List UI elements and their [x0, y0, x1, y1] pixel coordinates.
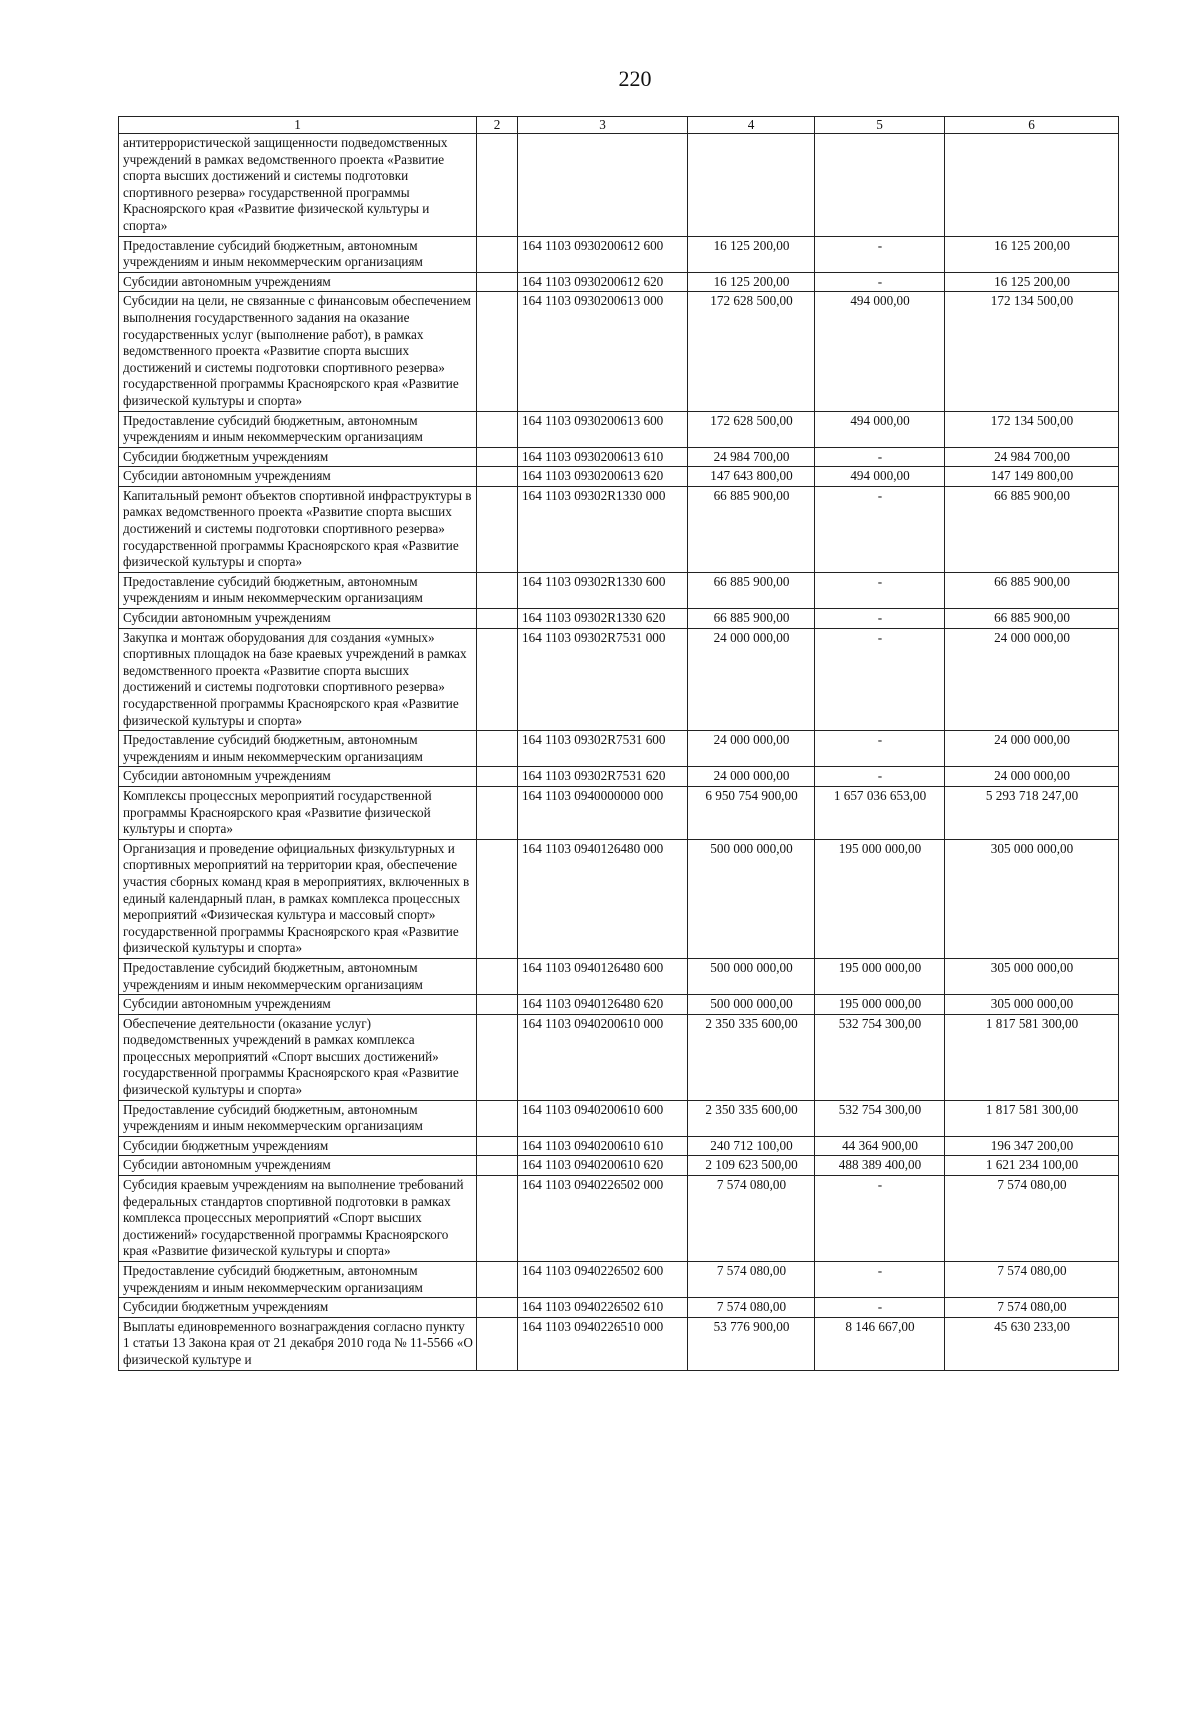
- row-code-cell: 164 1103 0940126480 620: [518, 995, 688, 1015]
- row-amount-cell: 24 984 700,00: [688, 447, 815, 467]
- table-row: [119, 467, 1119, 487]
- row-amount-cell: 7 574 080,00: [688, 1176, 815, 1262]
- row-col2-cell: [477, 767, 518, 787]
- table-row: [119, 731, 1119, 767]
- row-change-cell: 494 000,00: [815, 467, 945, 487]
- row-amount-cell: 66 885 900,00: [688, 572, 815, 608]
- row-name-cell: Субсидии бюджетным учреждениям: [119, 1136, 477, 1156]
- row-total-cell: 7 574 080,00: [945, 1176, 1119, 1262]
- row-name-cell: Субсидии бюджетным учреждениям: [119, 1298, 477, 1318]
- row-name-cell: антитеррористической защищенности подведомственных учреждений в рамках ведомственного проекта «Развитие спорта высших достижений и системы подготовки спортивного резерва» государственной программы Красноярского края «Развитие физической культуры и спорта»: [119, 134, 477, 237]
- row-name-cell: Субсидии автономным учреждениям: [119, 272, 477, 292]
- row-total-cell: 24 000 000,00: [945, 767, 1119, 787]
- row-code-cell: 164 1103 0940226510 000: [518, 1317, 688, 1370]
- table-row: [119, 447, 1119, 467]
- row-amount-cell: 66 885 900,00: [688, 486, 815, 572]
- row-change-cell: 488 389 400,00: [815, 1156, 945, 1176]
- row-name-cell: Субсидии автономным учреждениям: [119, 1156, 477, 1176]
- row-col2-cell: [477, 572, 518, 608]
- row-amount-cell: 500 000 000,00: [688, 839, 815, 958]
- row-total-cell: 24 000 000,00: [945, 731, 1119, 767]
- table-row: [119, 628, 1119, 731]
- row-amount-cell: 16 125 200,00: [688, 272, 815, 292]
- row-amount-cell: 500 000 000,00: [688, 995, 815, 1015]
- row-total-cell: 147 149 800,00: [945, 467, 1119, 487]
- row-col2-cell: [477, 467, 518, 487]
- row-total-cell: 305 000 000,00: [945, 995, 1119, 1015]
- row-change-cell: 494 000,00: [815, 292, 945, 411]
- row-code-cell: 164 1103 09302R7531 600: [518, 731, 688, 767]
- row-code-cell: [518, 134, 688, 237]
- table-row: [119, 1317, 1119, 1370]
- row-amount-cell: 240 712 100,00: [688, 1136, 815, 1156]
- row-code-cell: 164 1103 09302R1330 000: [518, 486, 688, 572]
- row-code-cell: 164 1103 09302R1330 600: [518, 572, 688, 608]
- row-total-cell: 1 621 234 100,00: [945, 1156, 1119, 1176]
- row-name-cell: Предоставление субсидий бюджетным, автономным учреждениям и иным некоммерческим организациям: [119, 572, 477, 608]
- row-name-cell: Предоставление субсидий бюджетным, автономным учреждениям и иным некоммерческим организациям: [119, 1262, 477, 1298]
- row-code-cell: 164 1103 0930200613 000: [518, 292, 688, 411]
- column-header-3: 3: [518, 117, 688, 134]
- table-row: [119, 1100, 1119, 1136]
- row-code-cell: 164 1103 09302R7531 000: [518, 628, 688, 731]
- column-header-6: 6: [945, 117, 1119, 134]
- row-name-cell: Предоставление субсидий бюджетным, автономным учреждениям и иным некоммерческим организациям: [119, 411, 477, 447]
- row-amount-cell: 500 000 000,00: [688, 958, 815, 994]
- row-name-cell: Предоставление субсидий бюджетным, автономным учреждениям и иным некоммерческим организациям: [119, 958, 477, 994]
- row-total-cell: 1 817 581 300,00: [945, 1014, 1119, 1100]
- row-name-cell: Комплексы процессных мероприятий государственной программы Красноярского края «Развитие физической культуры и спорта»: [119, 786, 477, 839]
- column-header-2: 2: [477, 117, 518, 134]
- row-name-cell: Субсидии автономным учреждениям: [119, 995, 477, 1015]
- row-code-cell: 164 1103 0930200612 620: [518, 272, 688, 292]
- row-change-cell: 1 657 036 653,00: [815, 786, 945, 839]
- row-total-cell: 16 125 200,00: [945, 236, 1119, 272]
- row-col2-cell: [477, 236, 518, 272]
- table-row: [119, 786, 1119, 839]
- row-amount-cell: 172 628 500,00: [688, 411, 815, 447]
- row-name-cell: Субсидии бюджетным учреждениям: [119, 447, 477, 467]
- row-change-cell: -: [815, 1262, 945, 1298]
- row-col2-cell: [477, 1176, 518, 1262]
- column-header-4: 4: [688, 117, 815, 134]
- row-col2-cell: [477, 447, 518, 467]
- table-row: [119, 1136, 1119, 1156]
- row-col2-cell: [477, 486, 518, 572]
- row-change-cell: -: [815, 572, 945, 608]
- row-code-cell: 164 1103 0940000000 000: [518, 786, 688, 839]
- table-row: [119, 572, 1119, 608]
- table-row: [119, 134, 1119, 237]
- row-code-cell: 164 1103 0930200612 600: [518, 236, 688, 272]
- row-name-cell: Организация и проведение официальных физкультурных и спортивных мероприятий на территории края, обеспечение участия сборных команд края в мероприятиях, включенных в единый календарный план, в рамках комплекса процессных мероприятий «Физическая культура и массовый спорт» государственной программы Красноярского края «Развитие физической культуры и спорта»: [119, 839, 477, 958]
- row-code-cell: 164 1103 0940226502 000: [518, 1176, 688, 1262]
- row-amount-cell: 6 950 754 900,00: [688, 786, 815, 839]
- table-body: [119, 134, 1119, 1371]
- table-row: [119, 411, 1119, 447]
- row-change-cell: -: [815, 1298, 945, 1318]
- row-col2-cell: [477, 1317, 518, 1370]
- row-col2-cell: [477, 786, 518, 839]
- row-change-cell: 44 364 900,00: [815, 1136, 945, 1156]
- table-row: [119, 1176, 1119, 1262]
- row-change-cell: 532 754 300,00: [815, 1014, 945, 1100]
- row-name-cell: Закупка и монтаж оборудования для создания «умных» спортивных площадок на базе краевых учреждений в рамках ведомственного проекта «Развитие спорта высших достижений и системы подготовки спортивного резерва» государственной программы Красноярского края «Развитие физической культуры и спорта»: [119, 628, 477, 731]
- table-row: [119, 272, 1119, 292]
- row-code-cell: 164 1103 0940126480 600: [518, 958, 688, 994]
- row-total-cell: 66 885 900,00: [945, 486, 1119, 572]
- row-change-cell: -: [815, 272, 945, 292]
- row-amount-cell: 147 643 800,00: [688, 467, 815, 487]
- row-total-cell: 16 125 200,00: [945, 272, 1119, 292]
- row-amount-cell: 53 776 900,00: [688, 1317, 815, 1370]
- row-total-cell: 24 984 700,00: [945, 447, 1119, 467]
- row-total-cell: 305 000 000,00: [945, 958, 1119, 994]
- row-change-cell: 195 000 000,00: [815, 958, 945, 994]
- row-total-cell: 7 574 080,00: [945, 1298, 1119, 1318]
- row-total-cell: 5 293 718 247,00: [945, 786, 1119, 839]
- row-col2-cell: [477, 995, 518, 1015]
- row-col2-cell: [477, 609, 518, 629]
- row-total-cell: 305 000 000,00: [945, 839, 1119, 958]
- row-code-cell: 164 1103 0940200610 600: [518, 1100, 688, 1136]
- row-total-cell: 172 134 500,00: [945, 411, 1119, 447]
- row-change-cell: -: [815, 609, 945, 629]
- row-name-cell: Выплаты единовременного вознаграждения согласно пункту 1 статьи 13 Закона края от 21 декабря 2010 года № 11-5566 «О физической культуре и: [119, 1317, 477, 1370]
- row-amount-cell: 172 628 500,00: [688, 292, 815, 411]
- row-col2-cell: [477, 731, 518, 767]
- row-total-cell: 1 817 581 300,00: [945, 1100, 1119, 1136]
- row-change-cell: -: [815, 1176, 945, 1262]
- row-change-cell: 195 000 000,00: [815, 839, 945, 958]
- row-code-cell: 164 1103 09302R7531 620: [518, 767, 688, 787]
- row-col2-cell: [477, 839, 518, 958]
- row-amount-cell: 2 109 623 500,00: [688, 1156, 815, 1176]
- row-change-cell: -: [815, 628, 945, 731]
- row-name-cell: Субсидия краевым учреждениям на выполнение требований федеральных стандартов спортивной подготовки в рамках комплекса процессных мероприятий «Спорт высших достижений» государственной программы Красноярского края «Развитие физической культуры и спорта»: [119, 1176, 477, 1262]
- table-row: [119, 1298, 1119, 1318]
- row-change-cell: -: [815, 731, 945, 767]
- row-change-cell: -: [815, 767, 945, 787]
- table-row: [119, 839, 1119, 958]
- row-col2-cell: [477, 411, 518, 447]
- row-total-cell: 196 347 200,00: [945, 1136, 1119, 1156]
- row-code-cell: 164 1103 0940200610 620: [518, 1156, 688, 1176]
- row-col2-cell: [477, 958, 518, 994]
- row-total-cell: 45 630 233,00: [945, 1317, 1119, 1370]
- table-row: [119, 767, 1119, 787]
- row-amount-cell: 16 125 200,00: [688, 236, 815, 272]
- row-code-cell: 164 1103 0930200613 600: [518, 411, 688, 447]
- row-name-cell: Предоставление субсидий бюджетным, автономным учреждениям и иным некоммерческим организациям: [119, 731, 477, 767]
- budget-table: [118, 116, 1119, 1371]
- table-row: [119, 958, 1119, 994]
- row-col2-cell: [477, 1262, 518, 1298]
- row-change-cell: -: [815, 447, 945, 467]
- row-amount-cell: 7 574 080,00: [688, 1298, 815, 1318]
- table-row: [119, 1156, 1119, 1176]
- row-code-cell: 164 1103 0940200610 000: [518, 1014, 688, 1100]
- row-amount-cell: 7 574 080,00: [688, 1262, 815, 1298]
- row-total-cell: 7 574 080,00: [945, 1262, 1119, 1298]
- row-code-cell: 164 1103 0940226502 610: [518, 1298, 688, 1318]
- row-change-cell: -: [815, 236, 945, 272]
- table-row: [119, 292, 1119, 411]
- row-change-cell: 532 754 300,00: [815, 1100, 945, 1136]
- row-total-cell: 66 885 900,00: [945, 572, 1119, 608]
- row-amount-cell: 66 885 900,00: [688, 609, 815, 629]
- row-total-cell: 24 000 000,00: [945, 628, 1119, 731]
- table-row: [119, 486, 1119, 572]
- table-row: [119, 1262, 1119, 1298]
- row-name-cell: Субсидии автономным учреждениям: [119, 609, 477, 629]
- row-change-cell: 8 146 667,00: [815, 1317, 945, 1370]
- row-code-cell: 164 1103 0940126480 000: [518, 839, 688, 958]
- header-row: [119, 117, 1119, 134]
- row-code-cell: 164 1103 0930200613 610: [518, 447, 688, 467]
- row-amount-cell: 24 000 000,00: [688, 731, 815, 767]
- page-number: 220: [618, 66, 652, 91]
- row-col2-cell: [477, 272, 518, 292]
- row-name-cell: Субсидии на цели, не связанные с финансовым обеспечением выполнения государственного задания на оказание государственных услуг (выполнение работ), в рамках ведомственного проекта «Развитие спорта высших достижений и системы подготовки спортивного резерва» государственной программы Красноярского края «Развитие физической культуры и спорта»: [119, 292, 477, 411]
- row-change-cell: [815, 134, 945, 237]
- row-amount-cell: 24 000 000,00: [688, 628, 815, 731]
- column-header-5: 5: [815, 117, 945, 134]
- row-col2-cell: [477, 1100, 518, 1136]
- row-code-cell: 164 1103 0930200613 620: [518, 467, 688, 487]
- row-change-cell: -: [815, 486, 945, 572]
- row-name-cell: Предоставление субсидий бюджетным, автономным учреждениям и иным некоммерческим организациям: [119, 1100, 477, 1136]
- row-name-cell: Капитальный ремонт объектов спортивной инфраструктуры в рамках ведомственного проекта «Развитие спорта высших достижений и системы подготовки спортивного резерва» государственной программы Красноярского края «Развитие физической культуры и спорта»: [119, 486, 477, 572]
- table-row: [119, 236, 1119, 272]
- row-change-cell: 494 000,00: [815, 411, 945, 447]
- row-name-cell: Субсидии автономным учреждениям: [119, 467, 477, 487]
- row-code-cell: 164 1103 0940226502 600: [518, 1262, 688, 1298]
- row-total-cell: 66 885 900,00: [945, 609, 1119, 629]
- table-row: [119, 1014, 1119, 1100]
- row-name-cell: Обеспечение деятельности (оказание услуг) подведомственных учреждений в рамках комплекса процессных мероприятий «Спорт высших достижений» государственной программы Красноярского края «Развитие физической культуры и спорта»: [119, 1014, 477, 1100]
- table-row: [119, 995, 1119, 1015]
- column-header-1: 1: [119, 117, 477, 134]
- row-code-cell: 164 1103 0940200610 610: [518, 1136, 688, 1156]
- row-amount-cell: 2 350 335 600,00: [688, 1014, 815, 1100]
- row-amount-cell: 24 000 000,00: [688, 767, 815, 787]
- row-total-cell: [945, 134, 1119, 237]
- row-col2-cell: [477, 1014, 518, 1100]
- row-col2-cell: [477, 1136, 518, 1156]
- row-col2-cell: [477, 1298, 518, 1318]
- row-col2-cell: [477, 1156, 518, 1176]
- row-col2-cell: [477, 134, 518, 237]
- row-total-cell: 172 134 500,00: [945, 292, 1119, 411]
- row-amount-cell: [688, 134, 815, 237]
- table-row: [119, 609, 1119, 629]
- row-amount-cell: 2 350 335 600,00: [688, 1100, 815, 1136]
- row-col2-cell: [477, 292, 518, 411]
- row-name-cell: Предоставление субсидий бюджетным, автономным учреждениям и иным некоммерческим организациям: [119, 236, 477, 272]
- row-col2-cell: [477, 628, 518, 731]
- row-change-cell: 195 000 000,00: [815, 995, 945, 1015]
- row-name-cell: Субсидии автономным учреждениям: [119, 767, 477, 787]
- row-code-cell: 164 1103 09302R1330 620: [518, 609, 688, 629]
